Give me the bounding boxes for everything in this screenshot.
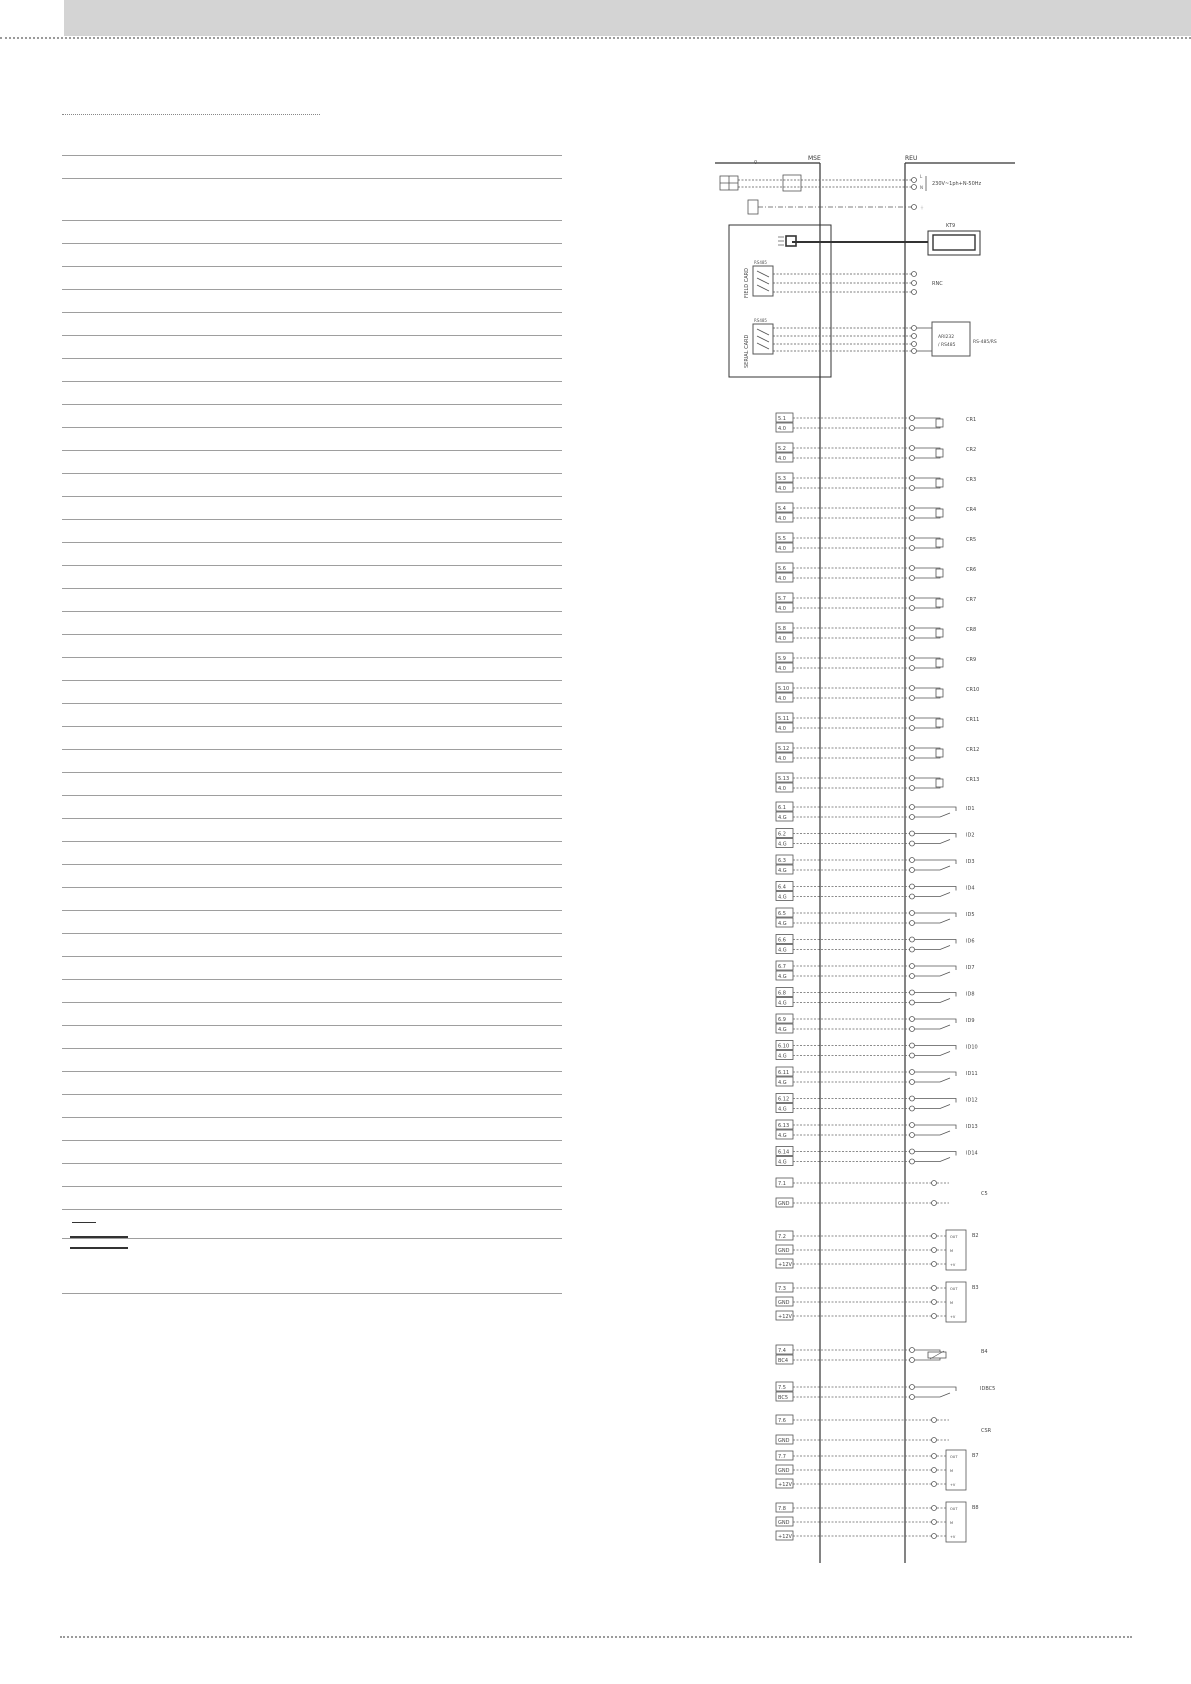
terminal-7.4-label: 7.4 [778, 1348, 786, 1354]
terminal-common-label: 4.G [778, 947, 787, 954]
terminal-6.3-label: 6.3 [778, 858, 786, 864]
input-label: ID9 [966, 1018, 975, 1024]
supply-label: 230V~1ph+N-50Hz [932, 181, 982, 187]
aux-input-group [776, 1282, 979, 1322]
ruled-line [62, 542, 562, 543]
terminal-common-label: 4.G [778, 921, 787, 927]
ruled-line [62, 289, 562, 290]
probe-label: B4 [981, 1349, 988, 1355]
relay-output-row [776, 623, 976, 642]
digital-input-row [776, 802, 975, 821]
sensor-pin-label: OUT [950, 1455, 958, 1459]
terminal-5.11-label: 5.11 [778, 716, 790, 722]
digital-input-row [776, 935, 975, 954]
sensor-pin-label: OUT [950, 1507, 958, 1511]
ruled-line [62, 1140, 562, 1141]
sensor-pin-label: OUT [950, 1235, 958, 1239]
relay-coil-icon [936, 569, 943, 577]
input-label: ID1 [966, 806, 975, 812]
ruled-line [62, 155, 562, 156]
relay-coil-icon [936, 449, 943, 457]
ruled-line [62, 749, 562, 750]
terminal-7.3-label: 7.3 [778, 1286, 786, 1292]
footer-divider [60, 1636, 1132, 1638]
terminal-common-label: 4.G [778, 894, 787, 901]
terminal-7.8-label: 7.8 [778, 1506, 786, 1512]
ruled-line [62, 312, 562, 313]
terminal-+12V-label: +12V [778, 1534, 792, 1540]
ruled-line [62, 178, 562, 179]
terminal-5.5-label: 5.5 [778, 536, 786, 542]
relay-label: CR11 [966, 717, 980, 723]
relay-output-row [776, 713, 979, 732]
sensor-pin-label: +V [950, 1263, 956, 1267]
relay-output-row [776, 443, 976, 462]
field-card [744, 260, 943, 298]
input-label: ID6 [966, 938, 975, 945]
ruled-line [62, 1209, 562, 1210]
input-label: ID4 [966, 885, 975, 892]
switch-contact-icon [915, 866, 950, 870]
svg-text:L: L [920, 174, 923, 179]
terminal-common-label: 4.0 [778, 516, 786, 522]
digital-input-row [776, 855, 975, 874]
ruled-line [62, 933, 562, 934]
aux-input-group [776, 1178, 988, 1207]
ruled-line [62, 220, 562, 221]
ruled-line [62, 266, 562, 267]
switch-contact-icon [915, 919, 950, 923]
terminal-GND-label: GND [778, 1520, 790, 1526]
input-label: ID5 [966, 912, 975, 918]
digital-input-row [776, 1120, 978, 1139]
sensor-pin-label: +V [950, 1535, 956, 1539]
ruled-line [62, 381, 562, 382]
wiring-diagram [700, 150, 1030, 1570]
relay-coil-icon [936, 419, 943, 427]
terminal-5.12-label: 5.12 [778, 746, 790, 752]
terminal-5.13-label: 5.13 [778, 776, 790, 782]
ruled-line [62, 1002, 562, 1003]
relay-label: CR5 [966, 537, 977, 543]
terminal-GND-label: GND [778, 1248, 790, 1254]
terminal-common-label: 4.G [778, 1106, 787, 1113]
digital-input-row [776, 908, 975, 927]
relay-label: CR1 [966, 417, 977, 423]
ruled-line [62, 588, 562, 589]
input-label: ID13 [966, 1124, 978, 1130]
switch-contact-icon [915, 1393, 950, 1397]
underline-mark [70, 1236, 128, 1238]
terminal-7.7-label: 7.7 [778, 1454, 786, 1460]
bus-label: RS-485/RS [973, 340, 997, 345]
ruled-line [62, 450, 562, 451]
terminal-7.5-label: 7.5 [778, 1385, 786, 1391]
terminal-5.10-label: 5.10 [778, 686, 790, 692]
ruled-line [62, 772, 562, 773]
switch-contact-icon [915, 1078, 950, 1082]
serial-card [744, 318, 997, 368]
terminal-6.5-label: 6.5 [778, 911, 786, 917]
terminal-6.4-label: 6.4 [778, 884, 786, 891]
terminal-common-label: 4.G [778, 1159, 787, 1166]
terminal-common-label: 4.0 [778, 456, 786, 462]
switch-contact-icon [915, 972, 950, 976]
terminal-common-label: 4.0 [778, 486, 786, 492]
terminal-common-label: 4.0 [778, 426, 786, 432]
terminal-common-label: 4.0 [778, 546, 786, 552]
relay-output-row [776, 593, 976, 612]
display-block [778, 231, 980, 255]
relay-coil-icon [936, 509, 943, 517]
probe-label: B8 [972, 1505, 979, 1511]
input-label: ID2 [966, 832, 975, 839]
header-reu: REU [905, 155, 918, 162]
relay-output-row [776, 473, 976, 492]
terminal-6.8-label: 6.8 [778, 990, 786, 997]
relay-coil-icon [936, 539, 943, 547]
terminal-6.10-label: 6.10 [778, 1043, 790, 1050]
terminal-7.1-label: 7.1 [778, 1181, 786, 1187]
power-block [720, 160, 926, 214]
terminal-common-label: 4.0 [778, 606, 786, 612]
relay-label: CR13 [966, 777, 980, 783]
relay-label: CR9 [966, 657, 977, 663]
terminal-5.8-label: 5.8 [778, 626, 786, 632]
input-label: ID12 [966, 1097, 978, 1104]
terminal-6.1-label: 6.1 [778, 805, 786, 811]
digital-input-row [776, 829, 975, 848]
terminal-6.12-label: 6.12 [778, 1096, 790, 1103]
switch-contact-icon [915, 1105, 950, 1109]
ruled-line [62, 404, 562, 405]
relay-coil-icon [936, 749, 943, 757]
ruled-line [62, 565, 562, 566]
sensor-pin-label: +V [950, 1483, 956, 1487]
relay-label: CR3 [966, 477, 977, 483]
terminal-7.6-label: 7.6 [778, 1418, 786, 1424]
underline-mark [72, 1222, 96, 1223]
aux-input-group [776, 1415, 992, 1444]
aux-input-group [776, 1230, 979, 1270]
input-label: ID11 [966, 1071, 978, 1077]
svg-text:/ RS485: / RS485 [938, 343, 956, 348]
svg-text:ARI232: ARI232 [938, 335, 955, 340]
relay-label: CR8 [966, 627, 977, 633]
ruled-line [62, 1186, 562, 1187]
ruled-line [62, 1293, 562, 1294]
relay-output-row [776, 503, 976, 522]
aux-input-group [776, 1502, 979, 1542]
probe-label: CSR [981, 1428, 992, 1434]
sensor-pin-label: M [950, 1301, 954, 1305]
probe-label: B3 [972, 1285, 979, 1291]
svg-text:RS485: RS485 [754, 260, 767, 265]
terminal-common-label: 4.G [778, 868, 787, 874]
input-label: ID8 [966, 991, 975, 998]
ruled-line [62, 1163, 562, 1164]
relay-output-row [776, 773, 979, 792]
svg-text:FIELD CARD: FIELD CARD [744, 268, 750, 298]
relay-label: CR10 [966, 687, 980, 693]
ruled-line [62, 427, 562, 428]
ruled-line [62, 657, 562, 658]
input-label: ID7 [966, 965, 975, 971]
digital-input-row [776, 882, 975, 901]
relay-coil-icon [936, 659, 943, 667]
relay-output-row [776, 563, 976, 582]
terminal-common-label: 4.0 [778, 636, 786, 642]
probe-label: IDBC5 [980, 1386, 996, 1392]
sensor-pin-label: M [950, 1521, 954, 1525]
ruled-line [62, 818, 562, 819]
terminal-+12V-label: +12V [778, 1482, 792, 1488]
svg-text:0: 0 [754, 160, 758, 166]
relay-label: CR6 [966, 567, 977, 573]
digital-input-row [776, 1147, 978, 1166]
digital-input-row [776, 1041, 978, 1060]
ruled-line [62, 1238, 562, 1239]
relay-output-row [776, 743, 979, 762]
ruled-line [62, 335, 562, 336]
display-label: KT9 [946, 223, 956, 229]
terminal-GND-label: GND [778, 1300, 790, 1306]
digital-input-row [776, 961, 975, 980]
terminal-common-label: 4.G [778, 974, 787, 980]
ruled-line [62, 519, 562, 520]
ruled-line [62, 726, 562, 727]
header-divider [0, 37, 1191, 39]
relay-coil-icon [936, 629, 943, 637]
relay-coil-icon [936, 719, 943, 727]
input-label: ID14 [966, 1150, 978, 1157]
ruled-line [62, 1117, 562, 1118]
switch-contact-icon [915, 840, 950, 844]
switch-contact-icon [915, 999, 950, 1003]
terminal-6.7-label: 6.7 [778, 964, 786, 970]
relay-coil-icon [936, 689, 943, 697]
relay-coil-icon [936, 779, 943, 787]
ruled-line [62, 680, 562, 681]
terminal-6.13-label: 6.13 [778, 1123, 790, 1129]
ruled-line [62, 841, 562, 842]
svg-text:SERIAL CARD: SERIAL CARD [744, 334, 750, 368]
terminal-5.1-label: 5.1 [778, 416, 786, 422]
relay-label: CR7 [966, 597, 977, 603]
switch-contact-icon [915, 813, 950, 817]
digital-input-row [776, 1094, 978, 1113]
header-mse: MSE [808, 155, 821, 162]
terminal-BC5-label: BC5 [778, 1395, 789, 1401]
ruled-line [62, 956, 562, 957]
digital-input-row [776, 1067, 978, 1086]
sensor-pin-label: M [950, 1249, 954, 1253]
switch-contact-icon [915, 893, 950, 897]
terminal-common-label: 4.0 [778, 756, 786, 762]
terminal-6.9-label: 6.9 [778, 1017, 786, 1023]
ruled-line [62, 243, 562, 244]
terminal-5.3-label: 5.3 [778, 476, 786, 482]
sensor-pin-label: M [950, 1469, 954, 1473]
terminal-6.6-label: 6.6 [778, 937, 786, 944]
ruled-line [62, 634, 562, 635]
terminal-common-label: 4.0 [778, 576, 786, 582]
ruled-line [62, 496, 562, 497]
underline-mark [70, 1247, 128, 1249]
svg-text:⏚: ⏚ [920, 205, 924, 210]
ruled-line [62, 611, 562, 612]
probe-label: C5 [981, 1191, 988, 1197]
sensor-pin-label: +V [950, 1315, 956, 1319]
terminal-common-label: 4.G [778, 1000, 787, 1007]
digital-input-row [776, 988, 975, 1007]
terminal-common-label: 4.G [778, 815, 787, 821]
probe-label: B7 [972, 1453, 979, 1459]
aux-input-group [776, 1450, 979, 1490]
svg-text:N: N [920, 185, 923, 190]
relay-label: CR12 [966, 747, 980, 753]
terminal-common-label: 4.G [778, 1027, 787, 1033]
terminal-+12V-label: +12V [778, 1262, 792, 1268]
terminal-GND-label: GND [778, 1201, 790, 1207]
ruled-line [62, 1025, 562, 1026]
ruled-line [62, 1071, 562, 1072]
ruled-line [62, 1048, 562, 1049]
terminal-5.6-label: 5.6 [778, 566, 786, 572]
ruled-line [62, 979, 562, 980]
switch-contact-icon [915, 1131, 950, 1135]
terminal-common-label: 4.0 [778, 786, 786, 792]
terminal-7.2-label: 7.2 [778, 1234, 786, 1240]
ruled-line [62, 795, 562, 796]
terminal-common-label: 4.G [778, 1053, 787, 1060]
probe-label: B2 [972, 1233, 979, 1239]
input-label: ID10 [966, 1044, 978, 1051]
terminal-5.4-label: 5.4 [778, 506, 786, 512]
rnc-label: RNC [932, 281, 943, 287]
relay-output-row [776, 413, 976, 432]
sensor-pin-label: OUT [950, 1287, 958, 1291]
terminal-6.14-label: 6.14 [778, 1149, 790, 1156]
terminal-GND-label: GND [778, 1438, 790, 1444]
terminal-+12V-label: +12V [778, 1314, 792, 1320]
terminal-6.2-label: 6.2 [778, 831, 786, 838]
terminal-5.7-label: 5.7 [778, 596, 786, 602]
aux-input-group [776, 1345, 988, 1364]
ruled-line [62, 358, 562, 359]
terminal-common-label: 4.0 [778, 666, 786, 672]
ruled-line [62, 887, 562, 888]
terminal-common-label: 4.0 [778, 696, 786, 702]
switch-contact-icon [915, 946, 950, 950]
relay-coil-icon [936, 479, 943, 487]
relay-label: CR2 [966, 447, 977, 453]
terminal-6.11-label: 6.11 [778, 1070, 790, 1076]
digital-input-row [776, 1014, 975, 1033]
terminal-common-label: 4.G [778, 841, 787, 848]
relay-output-row [776, 683, 979, 702]
terminal-common-label: 4.G [778, 1080, 787, 1086]
switch-contact-icon [915, 1158, 950, 1162]
terminal-5.9-label: 5.9 [778, 656, 786, 662]
terminal-common-label: 4.0 [778, 726, 786, 732]
terminal-GND-label: GND [778, 1468, 790, 1474]
header-bar [64, 0, 1191, 36]
ruled-line [62, 864, 562, 865]
terminal-common-label: 4.G [778, 1133, 787, 1139]
relay-label: CR4 [966, 507, 977, 513]
switch-contact-icon [915, 1025, 950, 1029]
switch-contact-icon [915, 1052, 950, 1056]
relay-output-row [776, 653, 976, 672]
terminal-5.2-label: 5.2 [778, 446, 786, 452]
section-divider [62, 114, 320, 115]
ruled-line [62, 910, 562, 911]
ruled-line [62, 1094, 562, 1095]
relay-output-row [776, 533, 976, 552]
ruled-line [62, 703, 562, 704]
relay-coil-icon [936, 599, 943, 607]
terminal-BC4-label: BC4 [778, 1358, 789, 1364]
svg-text:RS485: RS485 [754, 318, 767, 323]
input-label: ID3 [966, 859, 975, 865]
ruled-line [62, 473, 562, 474]
aux-input-group [776, 1382, 995, 1401]
